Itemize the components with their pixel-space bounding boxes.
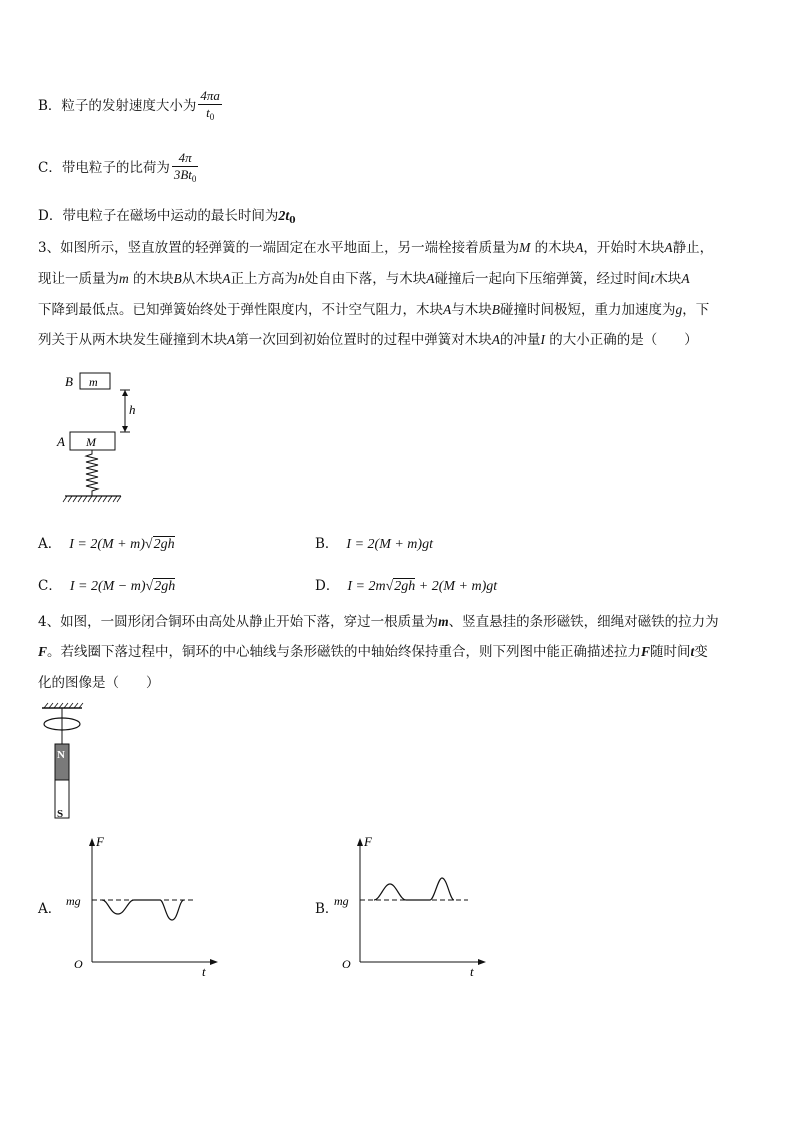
q4-stem-line-2: F。若线圈下落过程中，铜环的中心轴线与条形磁铁的中轴始终保持重合，则下列图中能正确描述拉力F随时间t变 [38,644,708,660]
block-a-mass: M [86,435,96,449]
south-label: S [57,808,64,820]
height-label: h [129,402,136,417]
q3-stem-line-3: 下降到最低点。已知弹簧始终处于弹性限度内，不计空气阻力，木块A与木块B碰撞时间极短，重力加速度为g，下 [38,302,710,318]
force-curve-a [102,900,184,920]
q4-stem-line-1: 4、如图，一圆形闭合铜环由高处从静止开始下落，穿过一根质量为m、竖直悬挂的条形磁铁，细绳对磁铁的拉力为 [38,614,719,630]
fraction-numerator: 4π [172,150,199,167]
option-value: 2t [278,209,290,224]
mg-label: mg [334,894,349,908]
fraction [172,150,199,187]
x-axis-arrow-icon [478,959,486,965]
mg-label: mg [66,894,81,908]
option-text: 带电粒子的比荷为 [61,160,170,176]
block-b-mass: m [89,375,98,389]
q4-option-b-label: B． [315,901,339,917]
origin-label: O [74,957,83,971]
option-label: D． [315,578,340,594]
q4-graph-a [62,830,222,980]
q3-stem-line-2: 现让一质量为m 的木块B从木块A正上方高为h处自由下落，与木块A碰撞后一起向下压缩弹簧，经过时间t木块A [38,271,690,287]
ground-hatch-icon [63,496,121,502]
q4-stem-line-3: 化的图像是（ ） [38,675,160,691]
q3-spring-block-figure [55,364,165,508]
force-curve-b [374,878,454,900]
option-label: B． [315,536,339,552]
q3-option-b: B． I = 2(M + m)gt [315,536,433,552]
option-label: B． [38,98,62,114]
x-axis-arrow-icon [210,959,218,965]
fraction-numerator: 4πa [200,88,220,103]
fraction-denominator: $3Bt_0$ [173,167,197,184]
x-axis-label: t [470,964,474,979]
y-axis-label: F [96,834,104,849]
q3-stem-line-4: 列关于从两木块发生碰撞到木块A第一次回到初始位置时的过程中弹簧对木块A的冲量I 的大小正确的是（ ） [38,332,698,348]
option-label: D． [38,208,63,224]
option-label: A． [38,536,62,552]
origin-label: O [342,957,351,971]
spring-icon [86,450,98,496]
q3-option-c: C． I = 2(M − m)√2gh [38,578,176,594]
q3-stem-line-1: 3、如图所示，竖直放置的轻弹簧的一端固定在水平地面上，另一端栓接着质量为M 的木块A，开始时木块A静止， [38,240,714,256]
x-axis-label: t [202,964,206,979]
option-text: 粒子的发射速度大小为 [61,98,197,114]
q4-option-a-label: A． [38,901,62,917]
arrow-down-icon [122,426,128,432]
block-a-label: A [57,434,65,449]
arrow-up-icon [122,390,128,396]
fraction [198,88,222,125]
y-axis-label: F [364,834,372,849]
q2-option-c [38,150,198,187]
y-axis-arrow-icon [357,838,363,846]
block-b-label: B [65,374,73,389]
q3-option-d: D． I = 2m√2gh + 2(M + m)gt [315,578,498,594]
q2-option-d: D．带电粒子在磁场中运动的最长时间为$2t_0$ [38,208,296,226]
option-text: 带电粒子在磁场中运动的最长时间为 [62,208,279,224]
fraction-denominator: $t_0$ [206,105,215,122]
north-label: N [57,749,65,761]
q3-option-a: A． I = 2(M + m)√2gh [38,536,175,552]
option-label: C． [38,160,62,176]
q2-option-b [38,88,222,125]
option-label: C． [38,578,62,594]
y-axis-arrow-icon [89,838,95,846]
q4-magnet-ring-figure [36,702,96,822]
q4-graph-b [330,830,490,980]
